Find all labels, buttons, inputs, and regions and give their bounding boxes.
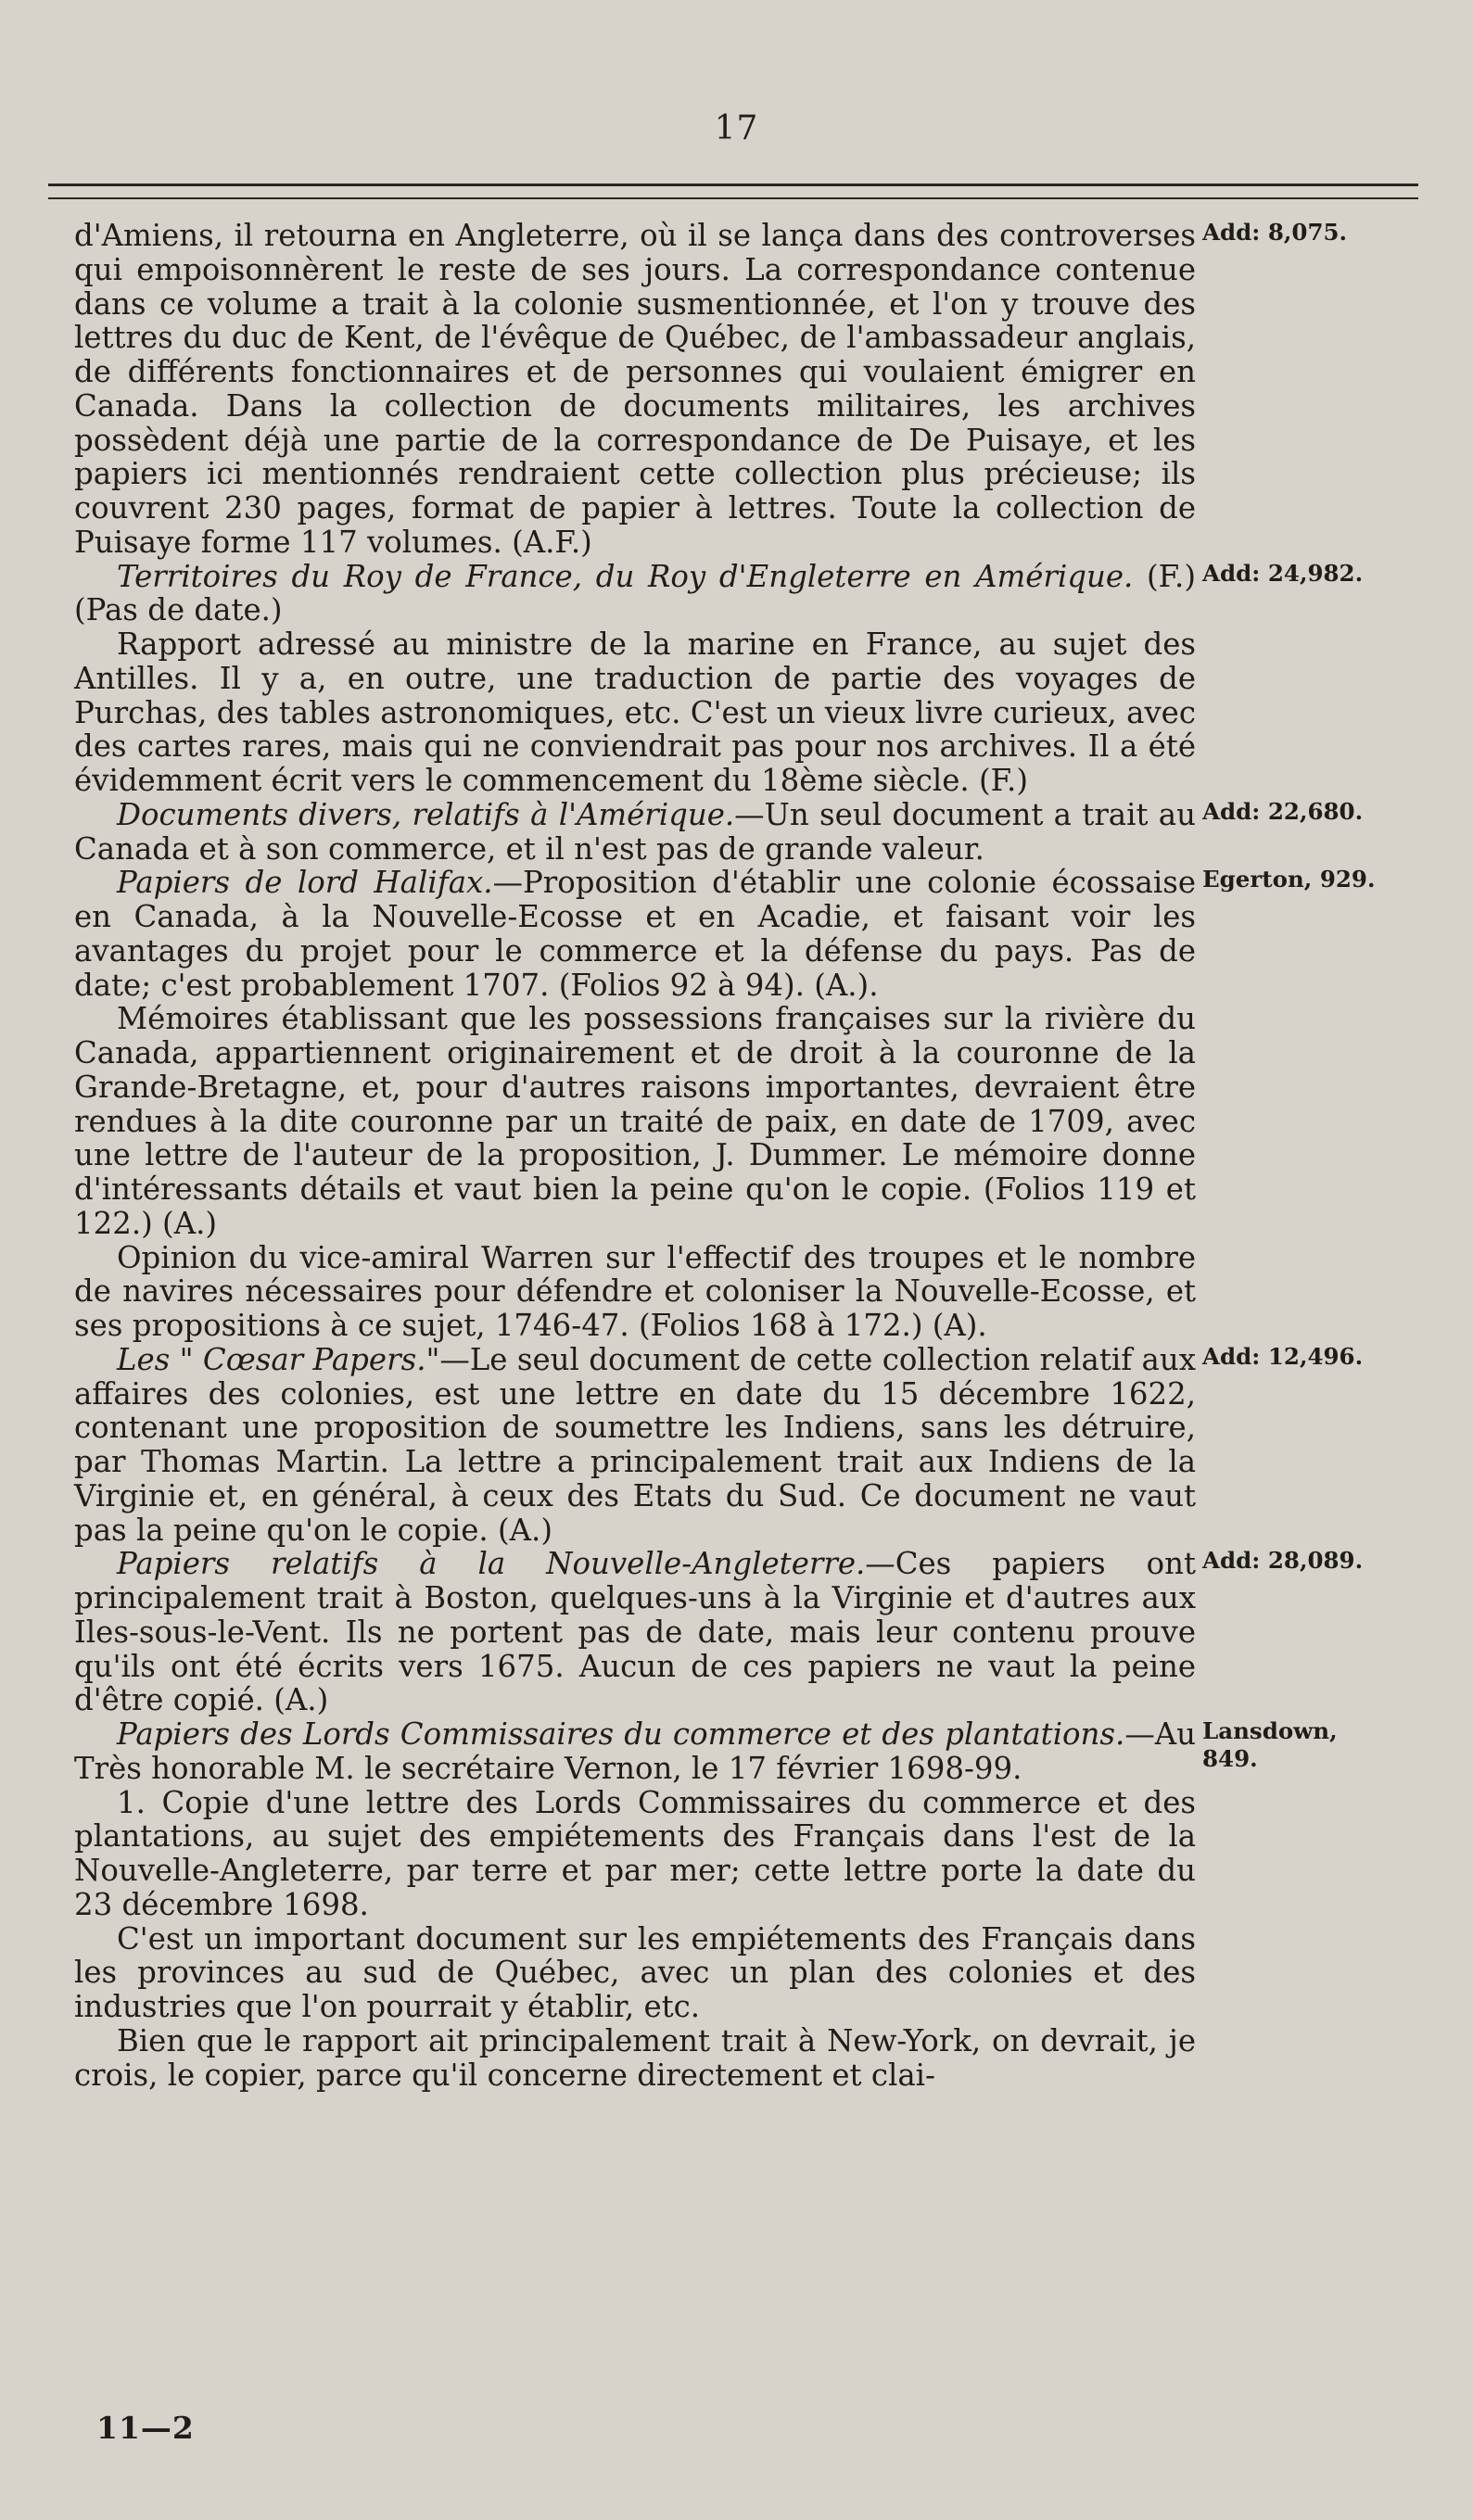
manuscript-reference [1202,866,1434,893]
entry-title: Les " Cœsar Papers." [117,1341,440,1377]
header-rule-top [48,184,1418,186]
paragraph [74,1716,1338,1786]
paragraph [74,1341,1364,1548]
paragraph-text: —Un seul document a trait au Canada et à son commerce, et il n'est pas de grande valeur. [74,796,1196,867]
manuscript-reference [1202,1717,1434,1773]
manuscript-reference-line: Egerton, 929. [1202,866,1376,893]
paragraph [74,1241,1196,1343]
paragraph-text: 1. Copie d'une lettre des Lords Commissaires du commerce et des plantations, au sujet des empiétements des Français dans l'est de la Nouvelle-Angleterre, par terre et par mer; cette lettre porte la date du 23 décembre 1698. [74,1784,1196,1922]
manuscript-reference [1202,1343,1434,1371]
paragraph-text: —Ces papiers ont principalement trait à Boston, quelques-uns à la Virginie et d'autres aux Iles-sous-le-Vent. Ils ne portent pas de date, mais leur contenu prouve qu'ils ont été écrits vers 1675. Aucun de ces papiers ne vaut la peine d'être copié. (A.) [74,1546,1196,1718]
entry-title: Papiers des Lords Commissaires du commerce et des plantations. [117,1716,1125,1752]
paragraph [74,218,1348,560]
paragraph [74,1546,1364,1718]
body-text [74,218,1376,2093]
manuscript-reference-line: Add: 28,089. [1202,1547,1364,1575]
paragraph [74,2024,1196,2093]
entry-title: Territoires du Roy de France, du Roy d'Engleterre en Amérique. [117,558,1134,594]
paragraph-text: Mémoires établissant que les possessions françaises sur la rivière du Canada, appartiennent originairement et de droit à la couronne de la Grande-Bretagne, et, pour d'autres raisons importantes, devraient être rendues à la dite couronne par un traité de paix, en date de 1709, avec une lettre de l'auteur de la proposition, J. Dummer. Le mémoire donne d'intéressants détails et vaut bien la peine qu'on le copie. (Folios 119 et 122.) (A.) [74,1001,1196,1241]
manuscript-reference [1202,1547,1434,1575]
manuscript-reference-line: Add: 22,680. [1202,797,1364,825]
paragraph [74,1922,1196,2024]
manuscript-reference-line: Add: 24,982. [1202,559,1364,587]
manuscript-reference [1202,219,1434,247]
paragraph-text: —Au Très honorable M. le secrétaire Vernon, le 17 février 1698-99. [74,1716,1196,1786]
manuscript-reference-line: Add: 12,496. [1202,1342,1364,1370]
paragraph [74,1002,1196,1240]
paragraph-text: —Proposition d'établir une colonie écossaise en Canada, à la Nouvelle-Ecosse et en Acadie, et faisant voir les avantages du projet pour le commerce et la défense du pays. Pas de date; c'est probablement 1707. (Folios 92 à 94). (A.). [74,865,1196,1003]
paragraph [74,1786,1196,1922]
paragraph [74,865,1376,1003]
paragraph-text: (F.) (Pas de date.) [74,558,1196,628]
manuscript-reference [1202,560,1434,588]
manuscript-reference-line: 849. [1202,1745,1258,1772]
paragraph [74,796,1364,867]
page-number: 17 [714,109,759,147]
entry-title: Papiers relatifs à la Nouvelle-Angleterre. [117,1546,866,1582]
paragraph-text: Opinion du vice-amiral Warren sur l'effectif des troupes et le nombre de navires nécessaires pour défendre et coloniser la Nouvelle-Ecosse, et ses propositions à ce sujet, 1746-47. (Folios 168 à 172.) (A). [74,1239,1196,1343]
paragraph-text: —Le seul document de cette collection relatif aux affaires des colonies, est une lettre en date du 15 décembre 1622, contenant une proposition de soumettre les Indiens, sans les détruire, par Thomas Martin. La lettre a principalement trait aux Indiens de la Virginie et, en général, à ceux des Etats du Sud. Ce document ne vaut pas la peine qu'on le copie. (A.) [74,1341,1196,1548]
manuscript-reference [1202,798,1434,826]
paragraph-text: Bien que le rapport ait principalement trait à New-York, on devrait, je crois, le copier, parce qu'il concerne directement et clai- [74,2022,1196,2093]
paragraph [74,627,1196,798]
paragraph [74,558,1364,628]
header-rule-bottom [48,197,1418,199]
paragraph-text: d'Amiens, il retourna en Angleterre, où il se lança dans des controverses qui empoisonnèrent le reste de ses jours. La correspondance contenue dans ce volume a trait à la colonie susmentionnée, et l'on y trouve des lettres du duc de Kent, de l'évêque de Québec, de l'ambassadeur anglais, de différents fonctionnaires et de personnes qui voulaient émigrer en Canada. Dans la collection de documents militaires, les archives possèdent déjà une partie de la correspondance de De Puisaye, et les papiers ici mentionnés rendraient cette collection plus précieuse; ils couvrent 230 pages, format de papier à lettres. Toute la collection de Puisaye forme 117 volumes. (A.F.) [74,218,1196,560]
printer-signature-mark: 11—2 [96,2410,195,2446]
paragraph-text: C'est un important document sur les empiétements des Français dans les provinces au sud de Québec, avec un plan des colonies et des industries que l'on pourrait y établir, etc. [74,1920,1196,2024]
entry-title: Papiers de lord Halifax. [117,865,493,901]
manuscript-reference-line: Lansdown, [1202,1717,1338,1744]
entry-title: Documents divers, relatifs à l'Amérique. [117,796,735,832]
manuscript-reference-line: Add: 8,075. [1202,219,1348,246]
paragraph-text: Rapport adressé au ministre de la marine en France, au sujet des Antilles. Il y a, en outre, une traduction de partie des voyages de Purchas, des tables astronomiques, etc. C'est un vieux livre curieux, avec des cartes rares, mais qui ne conviendrait pas pour nos archives. Il a été évidemment écrit vers le commencement du 18ème siècle. (F.) [74,627,1196,798]
